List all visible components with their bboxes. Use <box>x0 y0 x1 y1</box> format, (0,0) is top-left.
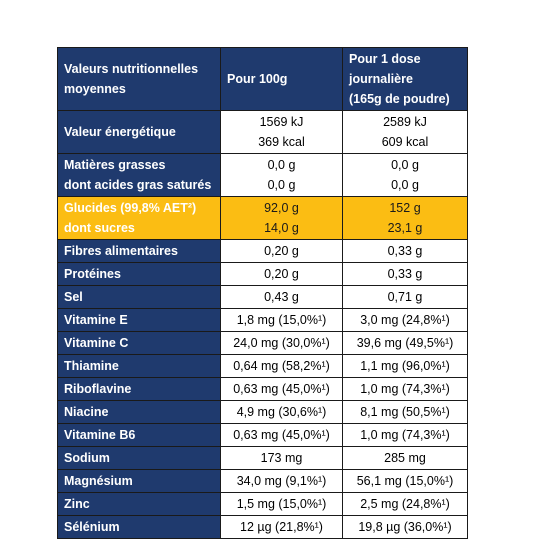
nutrition-table-body <box>58 48 468 539</box>
per-dose-value-cell <box>343 332 468 355</box>
nutrient-row <box>58 447 468 470</box>
per-100g-value-cell-line: 173 mg <box>260 451 303 465</box>
per-dose-value-cell-line: 0,33 g <box>387 267 423 281</box>
per-100g-value-cell-line: 0,63 mg (45,0%¹) <box>233 382 330 396</box>
per-dose-value-cell-line: 0,33 g <box>387 244 423 258</box>
nutrient-label-cell <box>58 378 221 401</box>
nutrient-row <box>58 332 468 355</box>
per-100g-value-cell-line: 0,20 g <box>264 267 299 281</box>
nutrient-label-cell <box>58 401 221 424</box>
per-dose-value-cell <box>343 493 468 516</box>
header-per-dose-cell <box>343 48 468 111</box>
per-100g-value-cell <box>221 240 343 263</box>
per-dose-value-cell <box>343 197 468 240</box>
per-dose-value-cell-line: 56,1 mg (15,0%¹) <box>356 474 454 488</box>
nutrient-row <box>58 493 468 516</box>
nutrient-label-cell-line: dont sucres <box>64 221 135 235</box>
per-100g-value-cell <box>221 470 343 493</box>
nutrient-label-cell-line: Vitamine C <box>64 336 129 350</box>
per-100g-value-cell-line: 0,0 g <box>267 178 296 192</box>
per-dose-value-cell-line: 1,1 mg (96,0%¹) <box>360 359 450 373</box>
per-dose-value-cell <box>343 516 468 539</box>
per-100g-value-cell-line: 92,0 g <box>264 201 299 215</box>
nutrient-label-cell-line: Valeur énergétique <box>64 125 176 139</box>
per-dose-value-cell-line: 0,0 g <box>391 158 419 172</box>
per-dose-value-cell <box>343 240 468 263</box>
per-100g-value-cell <box>221 516 343 539</box>
per-100g-value-cell <box>221 447 343 470</box>
per-dose-value-cell <box>343 111 468 154</box>
header-row <box>58 48 468 111</box>
nutrient-label-cell <box>58 309 221 332</box>
per-100g-value-cell <box>221 424 343 447</box>
per-dose-value-cell-line: 19,8 µg (36,0%¹) <box>358 520 452 534</box>
nutrient-label-cell <box>58 470 221 493</box>
nutrient-row <box>58 424 468 447</box>
per-100g-value-cell-line: 0,43 g <box>264 290 299 304</box>
nutrient-label-cell <box>58 516 221 539</box>
per-100g-value-cell <box>221 111 343 154</box>
nutrient-label-cell-line: Vitamine E <box>64 313 128 327</box>
nutrition-table <box>57 47 468 539</box>
header-dose-line: (165g de poudre) <box>349 92 450 106</box>
nutrient-row <box>58 111 468 154</box>
per-dose-value-cell <box>343 309 468 332</box>
nutrient-row <box>58 355 468 378</box>
nutrient-label-cell-line: Matières grasses <box>64 158 166 172</box>
per-dose-value-cell-line: 3,0 mg (24,8%¹) <box>360 313 450 327</box>
nutrient-label-cell-line: Thiamine <box>64 359 119 373</box>
nutrient-row <box>58 309 468 332</box>
nutrient-label-cell-line: Riboflavine <box>64 382 132 396</box>
nutrient-label-cell-line: Fibres alimentaires <box>64 244 178 258</box>
per-dose-value-cell <box>343 470 468 493</box>
per-100g-value-cell <box>221 401 343 424</box>
nutrient-row <box>58 286 468 309</box>
per-dose-value-cell-line: 8,1 mg (50,5%¹) <box>360 405 450 419</box>
per-100g-value-cell-line: 24,0 mg (30,0%¹) <box>233 336 330 350</box>
per-100g-value-cell <box>221 154 343 197</box>
per-100g-value-cell-line: 0,64 mg (58,2%¹) <box>233 359 330 373</box>
per-100g-value-cell-line: 34,0 mg (9,1%¹) <box>236 474 327 488</box>
per-100g-value-cell-line: 1,5 mg (15,0%¹) <box>236 497 327 511</box>
nutrient-label-cell-line: Protéines <box>64 267 121 281</box>
nutrient-label-cell-line: Sélénium <box>64 520 120 534</box>
per-100g-value-cell-line: 1,8 mg (15,0%¹) <box>236 313 327 327</box>
nutrient-label-cell <box>58 493 221 516</box>
per-100g-value-cell-line: 0,20 g <box>264 244 299 258</box>
per-dose-value-cell-line: 152 g <box>389 201 421 215</box>
nutrient-row <box>58 378 468 401</box>
header-label-line: Valeurs nutritionnelles <box>64 62 199 76</box>
per-dose-value-cell <box>343 154 468 197</box>
per-100g-value-cell <box>221 493 343 516</box>
per-dose-value-cell <box>343 401 468 424</box>
nutrient-label-cell-line: dont acides gras saturés <box>64 178 212 192</box>
nutrient-label-cell <box>58 240 221 263</box>
per-dose-value-cell <box>343 286 468 309</box>
nutrient-label-cell <box>58 424 221 447</box>
nutrient-label-cell <box>58 111 221 154</box>
per-100g-value-cell <box>221 378 343 401</box>
per-dose-value-cell-line: 0,0 g <box>391 178 419 192</box>
per-dose-value-cell-line: 609 kcal <box>381 135 429 149</box>
per-100g-value-cell <box>221 309 343 332</box>
per-100g-value-cell <box>221 197 343 240</box>
nutrient-label-cell-line: Sel <box>64 290 83 304</box>
per-dose-value-cell-line: 39,6 mg (49,5%¹) <box>356 336 454 350</box>
per-dose-value-cell-line: 1,0 mg (74,3%¹) <box>360 428 450 442</box>
nutrient-label-cell-line: Niacine <box>64 405 109 419</box>
nutrient-label-cell-line: Zinc <box>64 497 90 511</box>
header-dose-line: Pour 1 dose <box>349 52 421 66</box>
per-100g-value-cell-line: 369 kcal <box>258 135 305 149</box>
per-100g-value-cell <box>221 355 343 378</box>
header-label-line: moyennes <box>64 82 126 96</box>
per-dose-value-cell-line: 2589 kJ <box>383 115 427 129</box>
per-dose-value-cell-line: 1,0 mg (74,3%¹) <box>360 382 450 396</box>
per-100g-value-cell <box>221 332 343 355</box>
per-dose-value-cell <box>343 263 468 286</box>
nutrient-row <box>58 263 468 286</box>
nutrient-row <box>58 154 468 197</box>
per-dose-value-cell <box>343 447 468 470</box>
nutrient-label-cell <box>58 263 221 286</box>
nutrient-row <box>58 240 468 263</box>
header-label-cell <box>58 48 221 111</box>
per-dose-value-cell <box>343 355 468 378</box>
nutrient-label-cell-line: Sodium <box>64 451 110 465</box>
per-dose-value-cell <box>343 378 468 401</box>
nutrient-label-cell <box>58 197 221 240</box>
nutrient-row <box>58 470 468 493</box>
per-100g-value-cell-line: 0,63 mg (45,0%¹) <box>233 428 330 442</box>
nutrient-label-cell-line: Magnésium <box>64 474 133 488</box>
nutrient-label-cell-line: Glucides (99,8% AET²) <box>64 201 197 215</box>
nutrient-label-cell <box>58 332 221 355</box>
nutrient-row <box>58 401 468 424</box>
per-dose-value-cell <box>343 424 468 447</box>
per-100g-value-cell-line: 0,0 g <box>267 158 296 172</box>
nutrient-label-cell <box>58 447 221 470</box>
per-dose-value-cell-line: 285 mg <box>384 451 426 465</box>
per-100g-value-cell-line: 12 µg (21,8%¹) <box>240 520 323 534</box>
per-100g-value-cell <box>221 263 343 286</box>
nutrient-row <box>58 516 468 539</box>
nutrient-label-cell <box>58 154 221 197</box>
nutrient-label-cell <box>58 286 221 309</box>
per-100g-value-cell-line: 1569 kJ <box>259 115 304 129</box>
nutrient-row <box>58 197 468 240</box>
nutrient-label-cell-line: Vitamine B6 <box>64 428 136 442</box>
per-dose-value-cell-line: 2,5 mg (24,8%¹) <box>360 497 450 511</box>
per-dose-value-cell-line: 0,71 g <box>387 290 423 304</box>
per-dose-value-cell-line: 23,1 g <box>387 221 423 235</box>
header-per-100g-cell: Pour 100g <box>221 48 343 111</box>
per-100g-value-cell-line: 4,9 mg (30,6%¹) <box>236 405 327 419</box>
header-dose-line: journalière <box>349 72 413 86</box>
nutrient-label-cell <box>58 355 221 378</box>
per-100g-value-cell-line: 14,0 g <box>264 221 299 235</box>
per-100g-value-cell <box>221 286 343 309</box>
